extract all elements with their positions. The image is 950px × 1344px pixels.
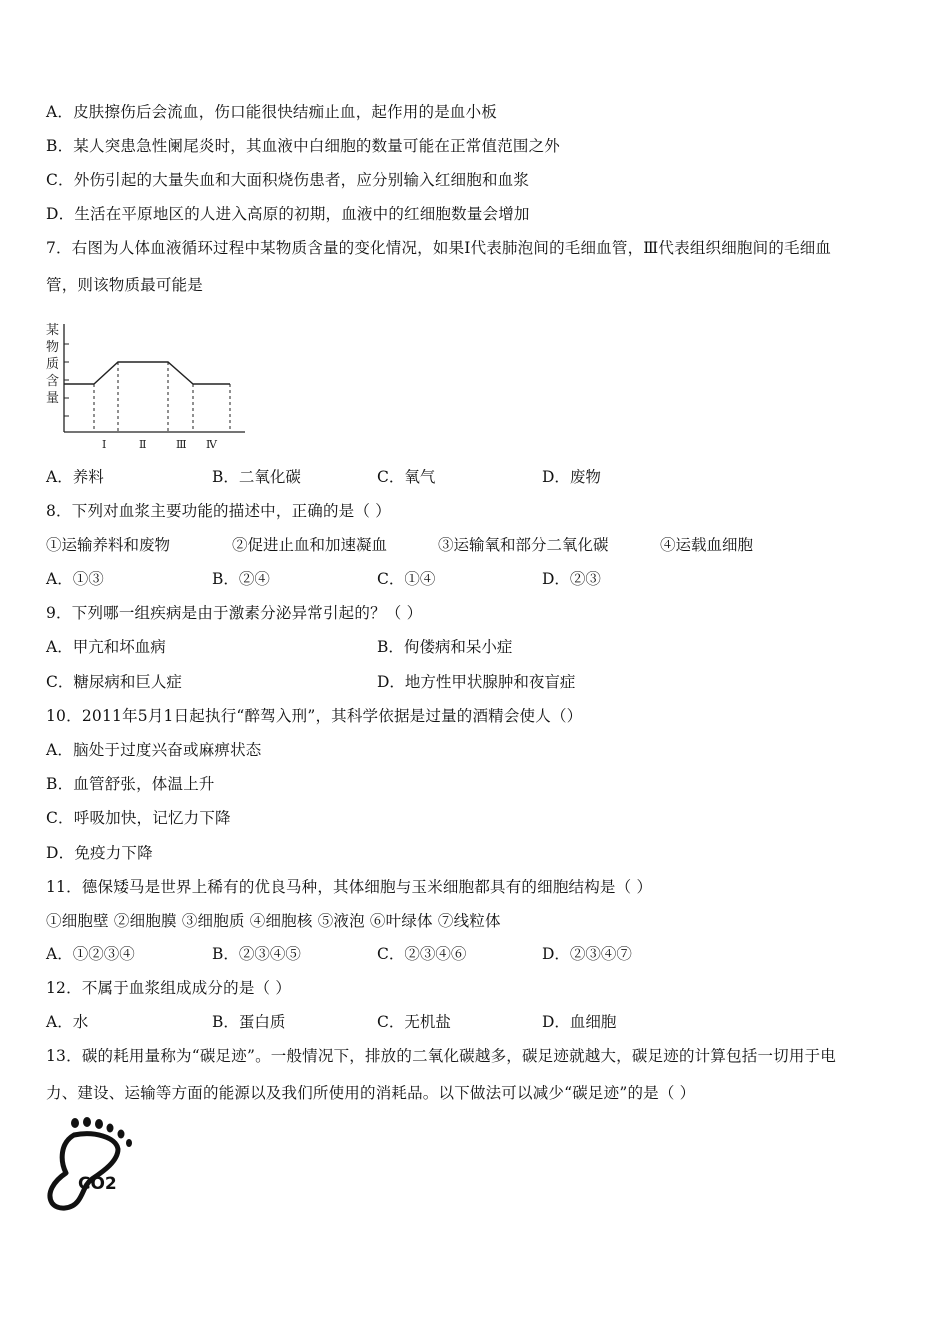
q7-stem-line1: 7．右图为人体血液循环过程中某物质含量的变化情况，如果Ⅰ代表肺泡间的毛细血管，Ⅲ代表组织细胞间的毛细血 — [46, 239, 832, 257]
q13-stem-line2: 力、建设、运输等方面的能源以及我们所使用的消耗品。以下做法可以减少“碳足迹”的是（ ） — [46, 1084, 696, 1102]
graph-ylabel-char: 量 — [46, 391, 60, 406]
q6-option-c: C．外伤引起的大量失血和大面积烧伤患者，应分别输入红细胞和血浆 — [46, 171, 530, 189]
q11-option-c: C．②③④⑥ — [377, 945, 467, 963]
q12-option-c: C．无机盐 — [377, 1013, 451, 1031]
q9-option-d: D．地方性甲状腺肿和夜盲症 — [377, 673, 576, 691]
q8-option-b: B．②④ — [212, 570, 270, 588]
carbon-footprint-logo — [44, 1115, 139, 1213]
q8-item-4: ④运载血细胞 — [660, 536, 754, 554]
q9-option-a: A．甲亢和坏血病 — [46, 638, 166, 656]
q12-option-a: A．水 — [46, 1013, 89, 1031]
q7-stem-line2: 管，则该物质最可能是 — [46, 276, 204, 294]
q6-option-a: A．皮肤擦伤后会流血，伤口能很快结痂止血，起作用的是血小板 — [46, 103, 497, 121]
q6-option-b: B．某人突患急性阑尾炎时，其血液中白细胞的数量可能在正常值范围之外 — [46, 137, 560, 155]
q8-item-3: ③运输氧和部分二氧化碳 — [438, 536, 609, 554]
q7-option-d: D．废物 — [542, 468, 601, 486]
footprint-outline-icon — [50, 1134, 118, 1208]
graph-curve — [64, 362, 230, 384]
co2-text: CO2 — [78, 1174, 117, 1194]
q13-stem-line1: 13．碳的耗用量称为“碳足迹”。一般情况下，排放的二氧化碳越多，碳足迹就越大，碳足迹的计算包括一切用于电 — [46, 1047, 836, 1065]
graph-ylabel-char: 某 — [46, 323, 60, 338]
graph-y-ticks — [64, 344, 69, 416]
q11-option-d: D．②③④⑦ — [542, 945, 632, 963]
graph-ylabel-char: 物 — [46, 340, 60, 355]
q9-option-c: C．糖尿病和巨人症 — [46, 673, 182, 691]
q7-option-b: B．二氧化碳 — [212, 468, 301, 486]
q11-items: ①细胞壁 ②细胞膜 ③细胞质 ④细胞核 ⑤液泡 ⑥叶绿体 ⑦线粒体 — [46, 912, 501, 930]
q12-option-b: B．蛋白质 — [212, 1013, 286, 1031]
q11-stem: 11．德保矮马是世界上稀有的优良马种，其体细胞与玉米细胞都具有的细胞结构是（ ） — [46, 878, 653, 896]
q8-item-2: ②促进止血和加速凝血 — [232, 536, 388, 554]
graph-dashed-dividers — [94, 362, 230, 432]
graph-xlabel: Ⅳ — [206, 438, 217, 451]
graph-ylabel-char: 含 — [46, 374, 60, 389]
q11-option-b: B．②③④⑤ — [212, 945, 301, 963]
q8-option-a: A．①③ — [46, 570, 104, 588]
graph-ylabel-char: 质 — [46, 357, 60, 372]
q9-stem: 9．下列哪一组疾病是由于激素分泌异常引起的？（ ） — [46, 604, 423, 622]
q12-stem: 12．不属于血浆组成成分的是（ ） — [46, 979, 292, 997]
q8-option-d: D．②③ — [542, 570, 601, 588]
graph-xlabel: Ⅰ — [102, 438, 107, 451]
q11-option-a: A．①②③④ — [46, 945, 135, 963]
q12-option-d: D．血细胞 — [542, 1013, 617, 1031]
q6-option-d: D．生活在平原地区的人进入高原的初期，血液中的红细胞数量会增加 — [46, 205, 530, 223]
q8-stem: 8．下列对血浆主要功能的描述中，正确的是（ ） — [46, 502, 391, 520]
q10-stem: 10．2011年5月1日起执行“醉驾入刑”，其科学依据是过量的酒精会使人（） — [46, 707, 583, 725]
q10-option-b: B．血管舒张，体温上升 — [46, 775, 215, 793]
q7-option-c: C．氧气 — [377, 468, 436, 486]
graph-xlabel: Ⅱ — [139, 438, 147, 451]
q9-option-b: B．佝偻病和呆小症 — [377, 638, 513, 656]
q10-option-a: A．脑处于过度兴奋或麻痹状态 — [46, 741, 262, 759]
substance-content-graph — [40, 318, 255, 458]
q8-option-c: C．①④ — [377, 570, 436, 588]
q7-option-a: A．养料 — [46, 468, 104, 486]
q8-item-1: ①运输养料和废物 — [46, 536, 171, 554]
q10-option-d: D．免疫力下降 — [46, 844, 153, 862]
graph-xlabel: Ⅲ — [176, 438, 187, 451]
q10-option-c: C．呼吸加快，记忆力下降 — [46, 809, 231, 827]
